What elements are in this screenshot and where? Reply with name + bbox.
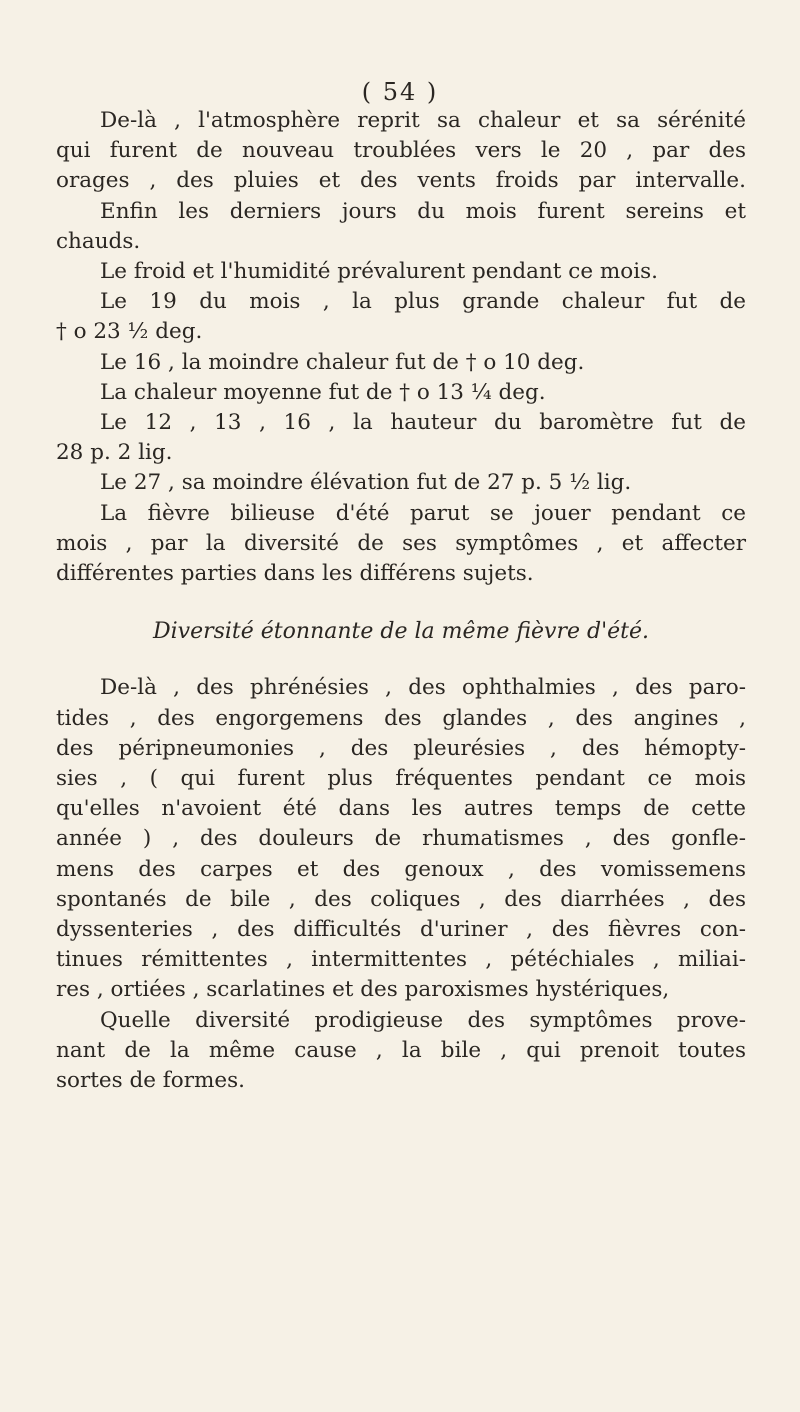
text-line: tides , des engorgemens des glandes , des angines ,	[56, 705, 746, 731]
text-line: orages , des pluies et des vents froids par intervalle.	[56, 168, 746, 194]
text-line: † o 23 ½ deg.	[56, 319, 203, 345]
text-line: qu'elles n'avoient été dans les autres temps de cette	[56, 796, 746, 822]
text-line: La fièvre bilieuse d'été parut se jouer pendant ce	[100, 500, 746, 526]
text-line: 28 p. 2 lig.	[56, 440, 173, 466]
text-line: mois , par la diversité de ses symptômes , et affecter	[56, 530, 746, 556]
text-line: De-là , l'atmosphère reprit sa chaleur et sa sérénité	[100, 108, 746, 133]
text-line: spontanés de bile , des coliques , des diarrhées , des	[56, 886, 746, 912]
text-line: Quelle diversité prodigieuse des symptômes prove-	[100, 1007, 746, 1033]
text-line: Le 16 , la moindre chaleur fut de † o 10 deg.	[100, 349, 585, 375]
page-text	[56, 106, 746, 1096]
text-line: sortes de formes.	[56, 1068, 245, 1094]
text-line: Le 12 , 13 , 16 , la hauteur du baromètre fut de	[100, 410, 746, 436]
text-line: des péripneumonies , des pleurésies , des hémopty-	[56, 735, 746, 761]
text-line: mens des carpes et des genoux , des vomissemens	[56, 856, 746, 882]
text-line: qui furent de nouveau troublées vers le 20 , par des	[56, 138, 746, 164]
text-line: Enfin les derniers jours du mois furent sereins et	[100, 198, 746, 224]
text-line: sies , ( qui furent plus fréquentes pendant ce mois	[56, 766, 746, 792]
text-line: La chaleur moyenne fut de † o 13 ¼ deg.	[100, 379, 546, 405]
text-line: tinues rémittentes , intermittentes , pétéchiales , miliai-	[56, 947, 746, 973]
text-line: De-là , des phrénésies , des ophthalmies , des paro-	[100, 675, 746, 701]
text-line: Le 19 du mois , la plus grande chaleur fut de	[100, 289, 746, 315]
section-heading: Diversité étonnante de la même fièvre d'été.	[152, 619, 650, 645]
text-line: dyssenteries , des difficultés d'uriner , des fièvres con-	[56, 917, 746, 943]
text-line: res , ortiées , scarlatines et des paroxismes hystériques,	[56, 977, 670, 1003]
text-line: Le 27 , sa moindre élévation fut de 27 p. 5 ½ lig.	[100, 470, 632, 496]
text-line: différentes parties dans les différens sujets.	[56, 561, 534, 587]
page-number: ( 54 )	[361, 78, 439, 106]
text-line: chauds.	[56, 228, 141, 254]
text-line: nant de la même cause , la bile , qui prenoit toutes	[56, 1037, 746, 1063]
text-line: année ) , des douleurs de rhumatismes , des gonfle-	[56, 826, 746, 852]
text-line: Le froid et l'humidité prévalurent pendant ce mois.	[100, 259, 658, 285]
